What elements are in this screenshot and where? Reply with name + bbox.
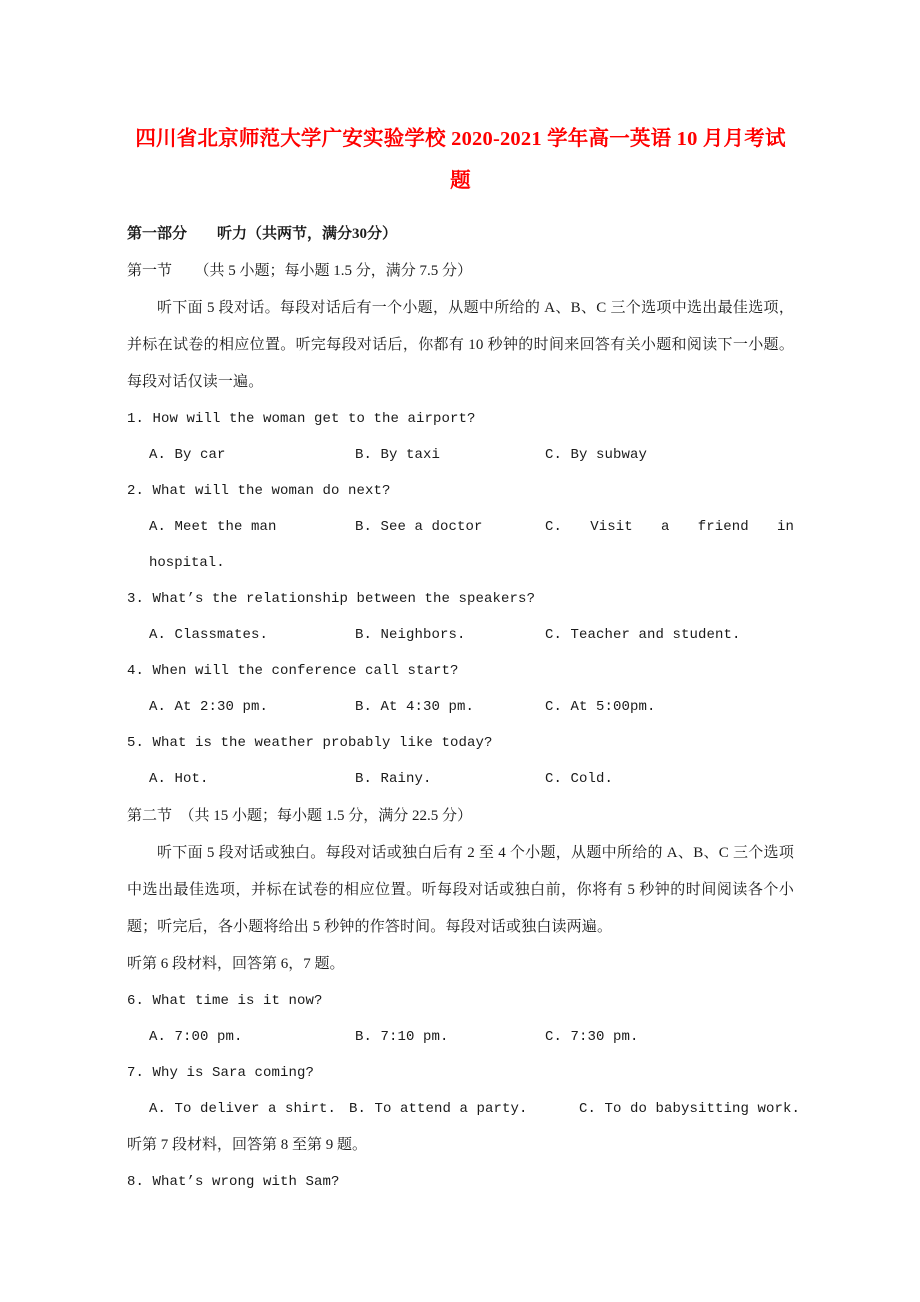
section-one-instructions: 听下面 5 段对话。每段对话后有一个小题，从题中所给的 A、B、C 三个选项中选出最佳选项，并标在试卷的相应位置。听完每段对话后，你都有 10 秒钟的时间来回答有关小题和阅读下一小题。每段对话仅读一遍。 — [127, 300, 794, 390]
section-one-heading: 第一节 （共 5 小题；每小题 1.5 分，满分 7.5 分） — [127, 263, 473, 279]
option-b[interactable]: B. By taxi — [355, 447, 441, 463]
option-a[interactable]: A. To deliver a shirt. — [149, 1101, 337, 1117]
option-row — [127, 437, 794, 473]
option-a[interactable]: A. At 2:30 pm. — [149, 699, 269, 715]
option-row — [127, 761, 794, 797]
option-b[interactable]: B. To attend a party. — [349, 1101, 528, 1117]
section-two-heading: 第二节 （共 15 小题；每小题 1.5 分，满分 22.5 分） — [127, 808, 473, 824]
option-row — [127, 1091, 801, 1127]
option-c[interactable]: C. Cold. — [545, 771, 614, 787]
option-c[interactable]: C. To do babysitting work. — [579, 1101, 801, 1117]
question-stem: 5. What is the weather probably like today? — [127, 735, 493, 751]
page-title: 四川省北京师范大学广安实验学校 2020-2021 学年高一英语 10 月月考试题 — [135, 128, 786, 192]
option-c[interactable]: C. Teacher and student. — [545, 627, 741, 643]
option-c[interactable]: C. At 5:00pm. — [545, 699, 656, 715]
option-c[interactable]: C. Visit a friend in — [545, 519, 794, 535]
option-b[interactable]: B. At 4:30 pm. — [355, 699, 475, 715]
listening-material-6-label: 听第 6 段材料，回答第 6，7 题。 — [127, 956, 345, 972]
option-row — [127, 689, 794, 725]
question-stem: 1. How will the woman get to the airport? — [127, 411, 476, 427]
option-a[interactable]: A. By car — [149, 447, 226, 463]
option-b[interactable]: B. Rainy. — [355, 771, 432, 787]
option-a[interactable]: A. 7:00 pm. — [149, 1029, 243, 1045]
option-a[interactable]: A. Meet the man — [149, 519, 277, 535]
question-stem: 7. Why is Sara coming? — [127, 1065, 315, 1081]
document-body — [127, 118, 801, 1200]
option-row — [127, 509, 794, 545]
question-stem: 2. What will the woman do next? — [127, 483, 391, 499]
option-b[interactable]: B. See a doctor — [355, 519, 483, 535]
option-a[interactable]: A. Hot. — [149, 771, 209, 787]
part-one-heading: 第一部分 听力（共两节，满分30分） — [127, 226, 398, 242]
option-c[interactable]: C. 7:30 pm. — [545, 1029, 639, 1045]
option-c-continuation: hospital. — [149, 555, 225, 571]
option-b[interactable]: B. 7:10 pm. — [355, 1029, 449, 1045]
section-two-instructions: 听下面 5 段对话或独白。每段对话或独白后有 2 至 4 个小题，从题中所给的 A、B、C 三个选项中选出最佳选项，并标在试卷的相应位置。听每段对话或独白前，你将有 5 秒钟的时间阅读各个小题；听完后，各小题将给出 5 秒钟的作答时间。每段对话或独白读两遍。 — [127, 845, 794, 935]
option-c[interactable]: C. By subway — [545, 447, 648, 463]
listening-material-7-label: 听第 7 段材料，回答第 8 至第 9 题。 — [127, 1137, 368, 1153]
option-a[interactable]: A. Classmates. — [149, 627, 269, 643]
option-row — [127, 1019, 794, 1055]
option-row — [127, 617, 794, 653]
question-stem: 4. When will the conference call start? — [127, 663, 459, 679]
option-b[interactable]: B. Neighbors. — [355, 627, 466, 643]
question-stem: 8. What’s wrong with Sam? — [127, 1174, 340, 1190]
question-stem: 6. What time is it now? — [127, 993, 323, 1009]
question-stem: 3. What’s the relationship between the speakers? — [127, 591, 536, 607]
